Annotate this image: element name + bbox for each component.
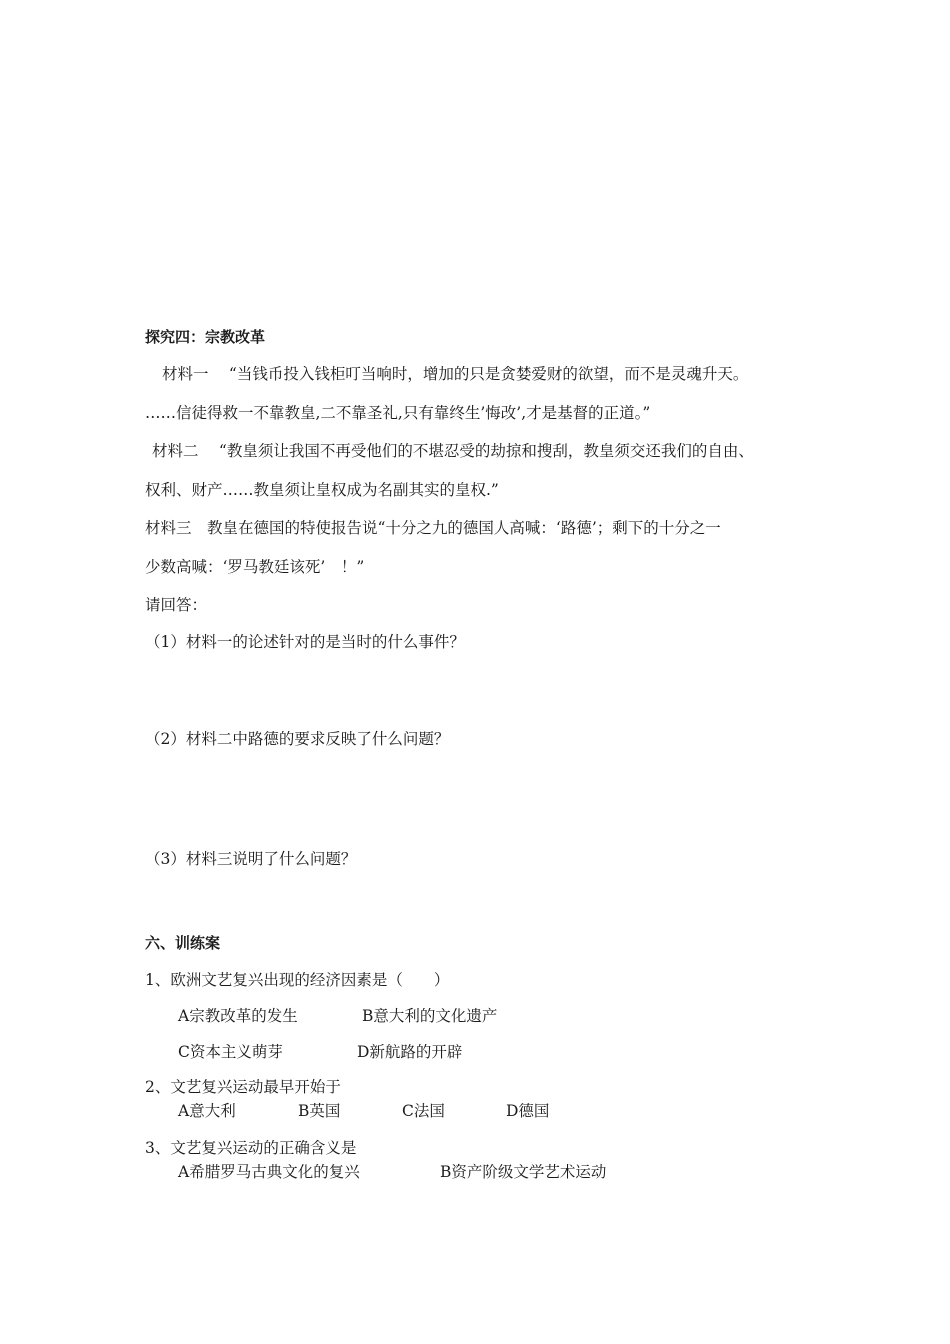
answer-prompt: 请回答： [145, 596, 208, 614]
exercise-2-option-d: D德国 [506, 1102, 550, 1120]
exercise-2-question: 2、文艺复兴运动最早开始于 [145, 1078, 341, 1096]
exercise-1-option-a: A宗教改革的发生 [178, 1007, 298, 1025]
exercise-2-option-b: B英国 [298, 1102, 341, 1120]
question-1: （1）材料一的论述针对的是当时的什么事件？ [145, 633, 465, 651]
section-heading-training: 六、训练案 [145, 934, 221, 952]
material-three-line-1: 材料三 教皇在德国的特使报告说“十分之九的德国人高喊：‘路德’；剩下的十分之一 [145, 519, 721, 537]
section-heading-religious-reform: 探究四：宗教改革 [145, 328, 266, 346]
question-2: （2）材料二中路德的要求反映了什么问题？ [145, 730, 450, 748]
material-one-line-1: 材料一 “当钱币投入钱柜叮当响时，增加的只是贪婪爱财的欲望，而不是灵魂升天。 [162, 365, 749, 383]
exercise-1-option-c: C资本主义萌芽 [178, 1043, 283, 1061]
material-one-line-2: ……信徒得救一不靠教皇,二不靠圣礼,只有靠终生’悔改’,才是基督的正道。” [145, 404, 651, 422]
material-two-line-1: 材料二 “教皇须让我国不再受他们的不堪忍受的劫掠和搜刮，教皇须交还我们的自由、 [152, 442, 754, 460]
exercise-3-option-a: A希腊罗马古典文化的复兴 [178, 1163, 360, 1181]
exercise-3-option-b: B资产阶级文学艺术运动 [440, 1163, 607, 1181]
exercise-2-option-a: A意大利 [178, 1102, 236, 1120]
exercise-3-question: 3、文艺复兴运动的正确含义是 [145, 1139, 357, 1157]
exercise-1-option-d: D新航路的开辟 [357, 1043, 463, 1061]
material-two-line-2: 权利、财产……教皇须让皇权成为名副其实的皇权.” [145, 481, 499, 499]
exercise-2-option-c: C法国 [402, 1102, 445, 1120]
exercise-1-question: 1、欧洲文艺复兴出现的经济因素是（ ） [145, 971, 450, 989]
exercise-1-option-b: B意大利的文化遗产 [362, 1007, 498, 1025]
material-three-line-2: 少数高喊：‘罗马教廷该死’ ！” [145, 558, 365, 576]
question-3: （3）材料三说明了什么问题？ [145, 850, 357, 868]
